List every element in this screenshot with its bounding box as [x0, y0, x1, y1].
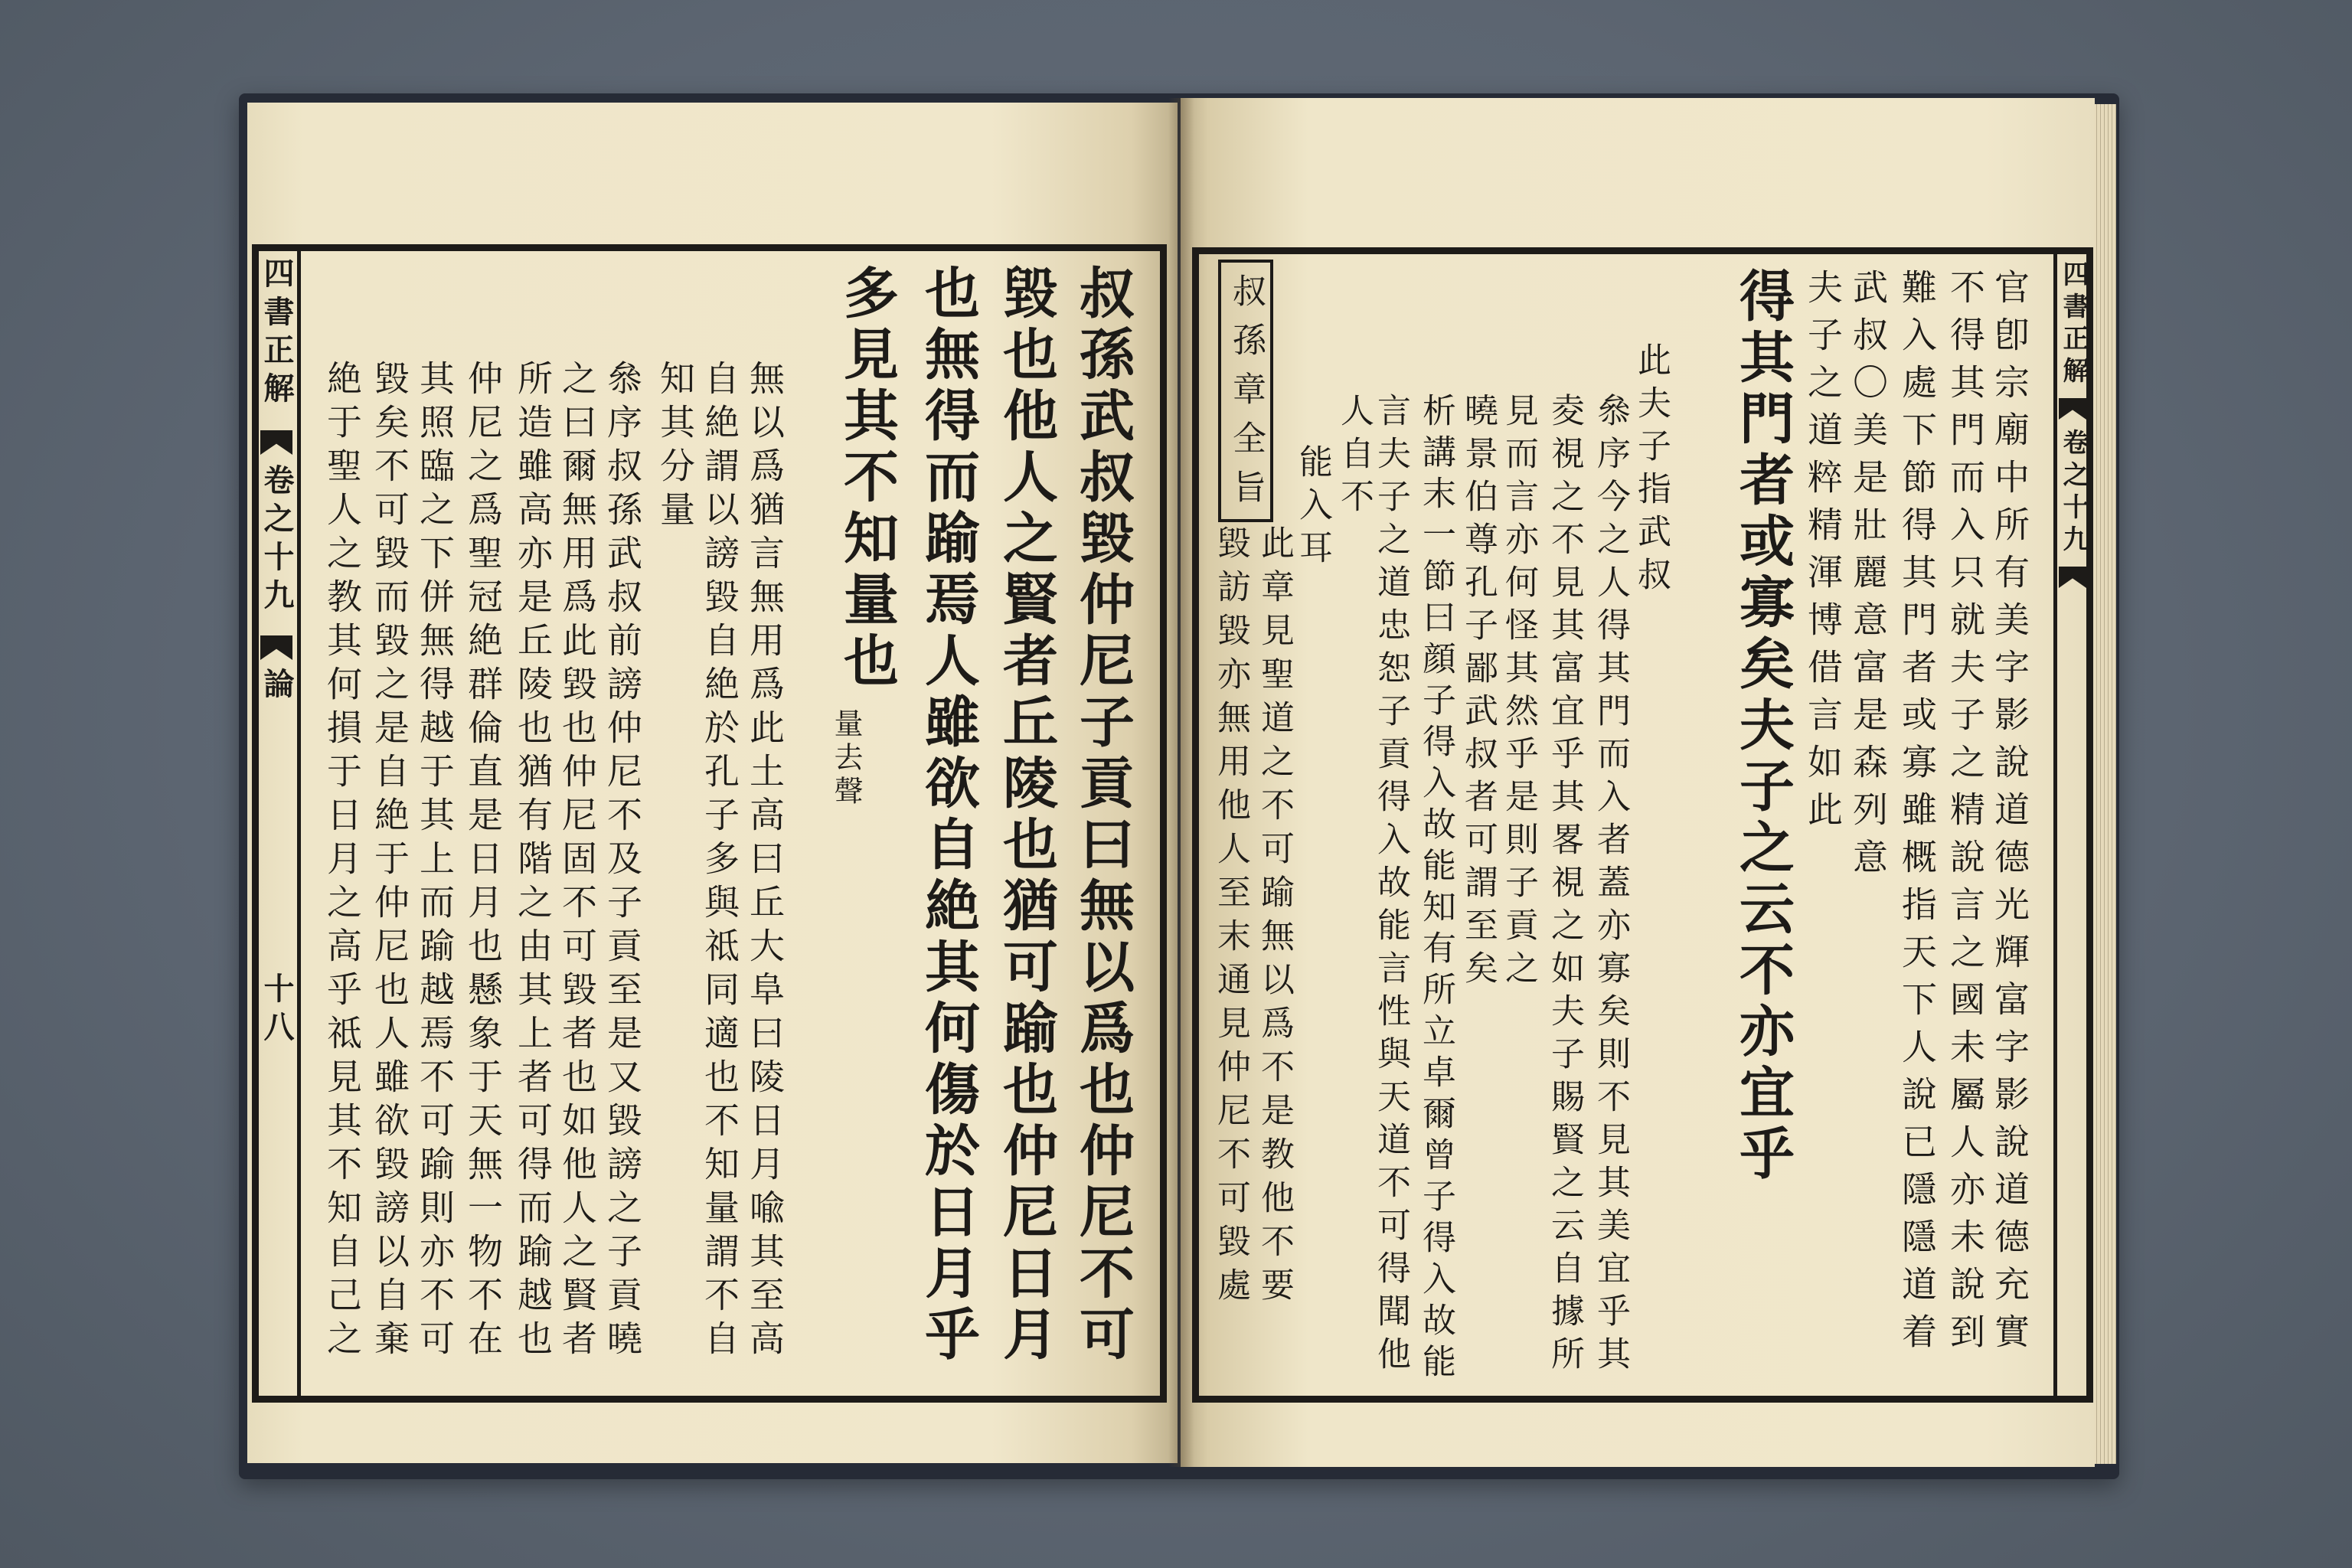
commentary-column: 無以爲猶言無用爲此土高曰丘大阜曰陵日月喩其至高: [744, 360, 786, 1364]
right-strip-divider: [2053, 247, 2057, 1403]
main-text-column: 得其門者或寡矣夫子之云不亦宜乎: [1730, 267, 1795, 1186]
head-note-column: 武叔〇美是壯麗意富是森列意: [1847, 269, 1889, 886]
commentary-column: 知其分量: [655, 360, 696, 534]
head-note-column: 夫子之道粹精渾博借言如此: [1802, 269, 1844, 838]
page-stack-edge: [2093, 104, 2116, 1464]
left-page-number: 十八: [259, 972, 295, 1049]
commentary-column: 自絶謂以謗毀自絶於孔子多與祗同適也不知量謂不自: [699, 360, 740, 1364]
commentary-column: 叅序叔孫武叔前謗仲尼不及子貢至是又毀謗之子貢曉: [602, 360, 643, 1364]
chapter-summary-column: 此章見聖道之不可踰無以爲不是教他不要: [1255, 525, 1294, 1311]
main-text-column: 也無得而踰焉人雖欲自絶其何傷於日月乎: [916, 264, 981, 1367]
commentary-column: 析講末一節曰顔子得入故能知有所立卓爾曾子得入故能: [1416, 393, 1455, 1385]
commentary-column: 其照臨之下併無得越于其上而踰越焉不可踰則亦不可: [414, 360, 456, 1364]
chapter-summary-column: 毀訪毀亦無用他人至末通見仲尼不可毀處: [1211, 525, 1250, 1311]
commentary-column: 絶于聖人之教其何損于日月之高乎祗見其不知自己之: [322, 360, 363, 1364]
commentary-column: 夌視之不見其富宜乎其畧視之如夫子賜賢之云自據所: [1545, 393, 1584, 1379]
left-strip-divider: [297, 244, 301, 1403]
head-note-column: 不得其門而入只就夫子之精說言之國未屬人亦未說到: [1945, 269, 1986, 1361]
commentary-column: 所造雖高亦是丘陵也猶有階之由其上者可得而踰越也: [512, 360, 554, 1364]
commentary-column: 毀矣不可毀而毀之是自絶于仲尼也人雖欲毀謗以自棄: [369, 360, 410, 1364]
commentary-column: 之曰爾無用爲此毀也仲尼固不可毀者也如他人之賢者: [557, 360, 598, 1364]
head-note-column: 難入處下節得其門者或寡雖概指天下人說已隱隱道着: [1896, 269, 1938, 1361]
chapter-heading-box: [1218, 260, 1273, 522]
commentary-column: 人自不: [1334, 393, 1374, 521]
commentary-column: 言夫子之道忠恕子貢得入故能言性與天道不可得聞他: [1371, 393, 1410, 1379]
chapter-heading: 叔孫章全旨: [1227, 273, 1266, 518]
main-text-column: 叔孫武叔毀仲尼子貢曰無以爲也仲尼不可: [1070, 264, 1135, 1367]
right-strip-title: 四書正解: [2058, 260, 2089, 389]
commentary-column: 曉景伯尊孔子鄙武叔者可謂至矣: [1459, 393, 1498, 993]
left-strip-volume: 卷之十九: [259, 464, 295, 617]
main-text-column: 毀也他人之賢者丘陵也猶可踰也仲尼日月: [994, 264, 1059, 1367]
commentary-column: 見而言亦何怪其然乎是則子貢之: [1499, 393, 1538, 993]
commentary-column: 此夫子指武叔: [1632, 342, 1671, 599]
right-strip-volume: 卷之十九: [2058, 429, 2089, 557]
commentary-column: 叅序今之人得其門而入者蓋亦寡矣則不見其美宜乎其: [1591, 393, 1630, 1379]
main-text-column: 多見其不知量也: [835, 264, 900, 693]
book-gutter: [1168, 98, 1194, 1467]
pronunciation-note: 量去聲: [829, 708, 863, 809]
left-strip-title: 四書正解: [259, 257, 295, 410]
commentary-column: 仲尼之爲聖冠絶群倫直是日月也懸象于天無一物不在: [462, 360, 504, 1364]
head-note-column: 官卽宗廟中所有美字影說道德光輝富字影說道德充實: [1989, 269, 2030, 1361]
left-strip-section: 論: [259, 668, 295, 706]
commentary-column: 能入耳: [1293, 444, 1332, 573]
